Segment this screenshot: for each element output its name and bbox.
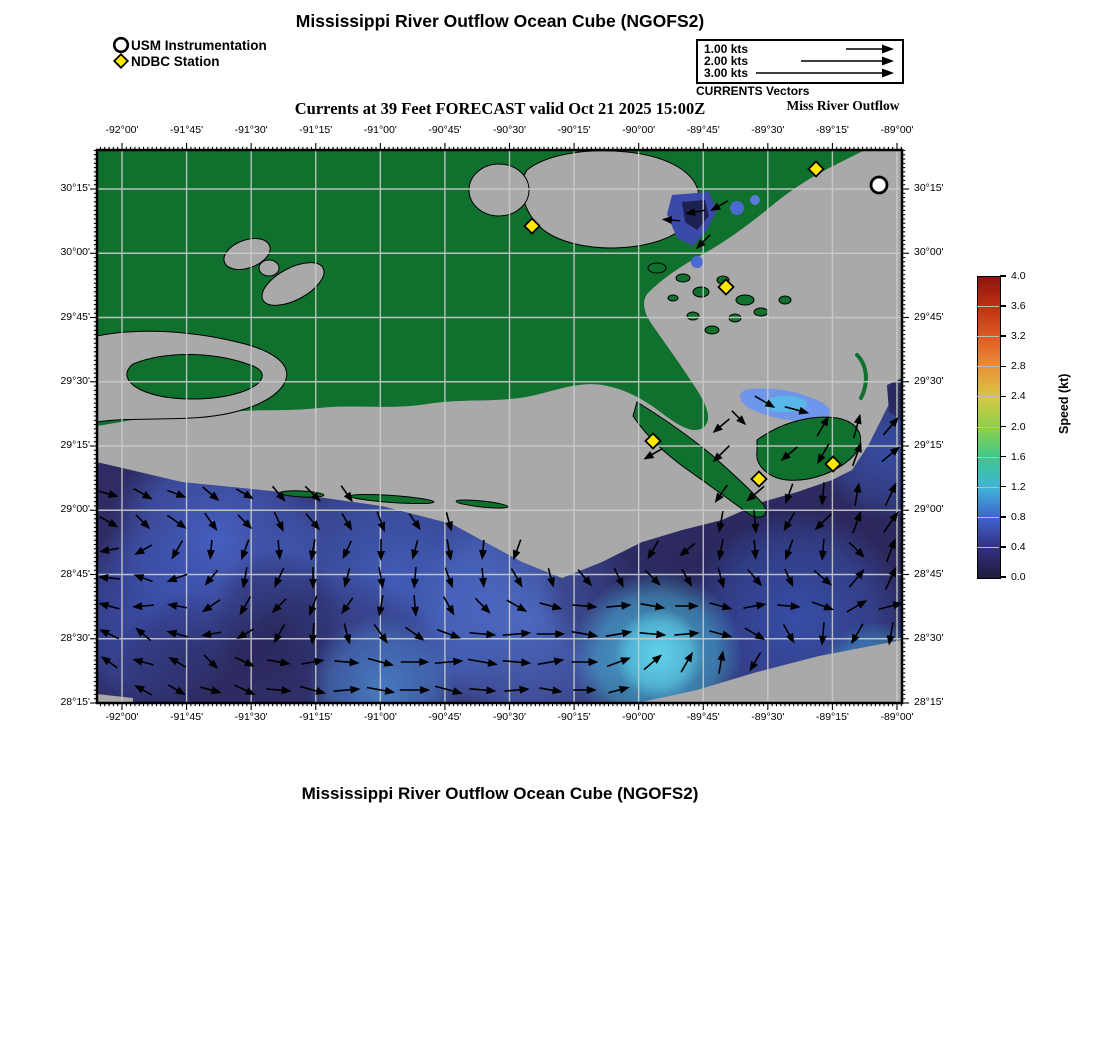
- colorbar-tick-label: 0.4: [1011, 540, 1026, 553]
- vector-scale-caption: CURRENTS Vectors: [696, 84, 810, 98]
- x-axis-label-top: -89°15': [815, 124, 849, 136]
- vector-scale-box: [696, 39, 904, 84]
- colorbar-tick-label: 1.6: [1011, 450, 1026, 463]
- colorbar-tick: [1000, 486, 1006, 488]
- y-axis-label-right: 30°15': [914, 182, 944, 194]
- x-axis-label-top: -89°00': [880, 124, 914, 136]
- colorbar-tick: [1000, 275, 1006, 277]
- x-axis-label-bottom: -91°45': [170, 711, 204, 723]
- x-axis-label-bottom: -89°45': [686, 711, 720, 723]
- x-axis-label-bottom: -91°30': [234, 711, 268, 723]
- x-axis-label-top: -91°45': [170, 124, 204, 136]
- forecast-subtitle: Currents at 39 Feet FORECAST valid Oct 21 2025 15:00Z: [294, 99, 706, 118]
- current-forecast-map: [87, 140, 927, 730]
- x-axis-label-bottom: -90°45': [428, 711, 462, 723]
- colorbar-gridline: [977, 306, 999, 307]
- footer-title: Mississippi River Outflow Ocean Cube (NGOFS2): [301, 784, 699, 803]
- colorbar-gridline: [977, 487, 999, 488]
- colorbar-gridline: [977, 427, 999, 428]
- colorbar-tick-label: 4.0: [1011, 270, 1026, 282]
- colorbar-gridline: [977, 366, 999, 367]
- colorbar-tick: [1000, 426, 1006, 428]
- colorbar-tick: [1000, 546, 1006, 548]
- y-axis-label-right: 30°00': [914, 246, 944, 259]
- x-axis-label-top: -91°30': [234, 124, 268, 136]
- x-axis-label-top: -91°00': [363, 124, 397, 136]
- page-title: Mississippi River Outflow Ocean Cube (NGOFS2): [295, 11, 705, 31]
- vector-scale-2kt-label: 2.00 kts: [704, 54, 749, 68]
- speed-colorbar: [977, 276, 1001, 579]
- colorbar-title: Speed (kt): [1057, 373, 1072, 434]
- y-axis-label-left: 29°45': [60, 310, 90, 323]
- x-axis-label-top: -90°30': [492, 124, 527, 136]
- colorbar-tick-label: 3.2: [1011, 330, 1026, 343]
- colorbar-tick: [1000, 396, 1006, 398]
- y-axis-label-right: 29°00': [914, 503, 944, 516]
- x-axis-label-bottom: -89°15': [815, 711, 849, 723]
- x-axis-label-bottom: -90°30': [492, 711, 527, 723]
- y-axis-label-left: 29°30': [60, 374, 90, 387]
- colorbar-tick-label: 0.8: [1011, 510, 1026, 523]
- colorbar-tick: [1000, 366, 1006, 368]
- colorbar-tick: [1000, 516, 1006, 518]
- x-axis-label-bottom: -90°00': [622, 711, 656, 723]
- colorbar-gridline: [977, 396, 999, 397]
- y-axis-label-left: 28°45': [60, 567, 90, 580]
- colorbar-tick-label: 2.4: [1011, 390, 1026, 403]
- y-axis-label-right: 28°45': [914, 567, 944, 580]
- y-axis-label-left: 30°15': [60, 182, 90, 194]
- colorbar-tick-label: 2.8: [1011, 360, 1026, 373]
- ndbc-diamond-icon: [114, 54, 128, 68]
- x-axis-label-top: -89°30': [751, 124, 785, 136]
- y-axis-label-right: 29°45': [914, 310, 944, 323]
- colorbar-tick-label: 0.0: [1011, 571, 1026, 583]
- y-axis-label-left: 29°00': [60, 503, 90, 516]
- legend-usm-label: USM Instrumentation: [131, 38, 267, 53]
- colorbar-tick: [1000, 576, 1006, 578]
- colorbar-tick-label: 3.6: [1011, 300, 1026, 313]
- map-layers: [87, 150, 927, 730]
- x-axis-label-bottom: -92°00': [105, 711, 139, 723]
- y-axis-label-left: 30°00': [60, 246, 90, 259]
- colorbar-tick-label: 1.2: [1011, 480, 1026, 493]
- map-area-label: Miss River Outflow: [786, 98, 900, 113]
- colorbar-gridline: [977, 547, 999, 548]
- y-axis-label-right: 28°30': [914, 631, 944, 644]
- colorbar-tick: [1000, 335, 1006, 337]
- y-axis-label-left: 29°15': [60, 439, 90, 451]
- x-axis-label-top: -92°00': [105, 124, 139, 136]
- colorbar-tick: [1000, 456, 1006, 458]
- usm-station-marker: [871, 177, 887, 193]
- colorbar-tick: [1000, 305, 1006, 307]
- x-axis-label-top: -89°45': [686, 124, 720, 136]
- colorbar-gridline: [977, 517, 999, 518]
- x-axis-label-top: -91°15': [299, 124, 333, 136]
- x-axis-label-bottom: -89°00': [880, 711, 914, 723]
- usm-circle-icon: [114, 38, 128, 52]
- x-axis-label-top: -90°45': [428, 124, 462, 136]
- vector-scale-1kt-label: 1.00 kts: [704, 42, 749, 56]
- y-axis-label-left: 28°30': [60, 631, 90, 644]
- y-axis-label-left: 28°15': [60, 696, 90, 708]
- y-axis-label-right: 28°15': [914, 696, 944, 708]
- x-axis-label-bottom: -91°00': [363, 711, 397, 723]
- colorbar-gridline: [977, 336, 999, 337]
- colorbar-gridline: [977, 457, 999, 458]
- x-axis-label-bottom: -89°30': [751, 711, 785, 723]
- x-axis-label-bottom: -90°15': [557, 711, 591, 723]
- y-axis-label-right: 29°15': [914, 439, 944, 451]
- legend-ndbc-label: NDBC Station: [131, 54, 220, 69]
- vector-scale-3kt-label: 3.00 kts: [704, 66, 749, 80]
- x-axis-label-top: -90°15': [557, 124, 591, 136]
- y-axis-label-right: 29°30': [914, 374, 944, 387]
- x-axis-label-top: -90°00': [622, 124, 656, 136]
- colorbar-tick-label: 2.0: [1011, 420, 1026, 433]
- x-axis-label-bottom: -91°15': [299, 711, 333, 723]
- vector-scale-arrows: [698, 41, 902, 82]
